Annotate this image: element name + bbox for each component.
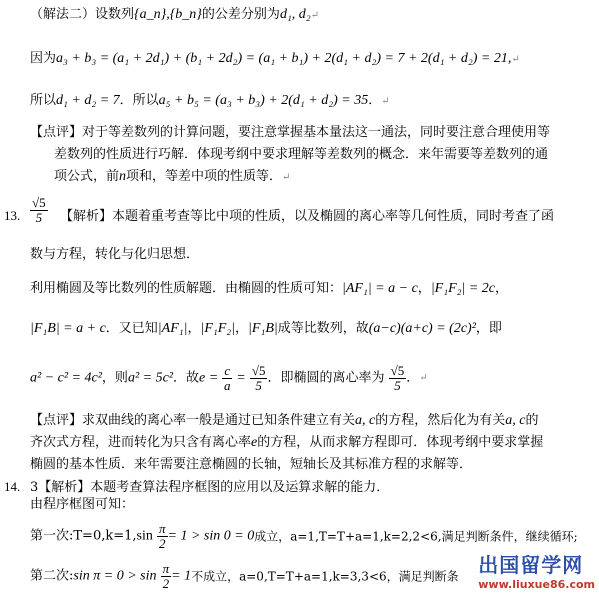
q13-text: 【解析】本题着重考查等比中项的性质，以及椭圆的离心率等几何性质，同时考查了函 xyxy=(60,209,555,224)
comment1-line1: 【点评】对于等差数列的计算问题，要注意掌握基本量法这一通法，同时要注意合理使用等 xyxy=(30,125,551,140)
comment1-line2: 差数列的性质进行巧解．体现考纲中要求理解等差数列的概念．来年需要等差数列的通 xyxy=(54,147,549,162)
comment2-2a: 齐次式方程，进而转化为只含有离心率 xyxy=(30,435,252,450)
comment1-line3a: 项公式，前 xyxy=(54,169,120,184)
comment2-line3: 椭圆的基本性质．来年需要注意椭圆的长轴，短轴长及其标准方程的求解等． xyxy=(30,457,473,472)
comment1-line3: 项公式，前n项和，等差中项的性质等．↵ xyxy=(54,169,291,184)
watermark-logo xyxy=(478,549,595,591)
q13-af1-2: |AF₁| xyxy=(157,321,188,336)
q14-second-math: sin π = 0 > sin xyxy=(73,568,157,584)
comment2-ac2: a, c xyxy=(505,413,526,428)
q13-eq2: a² − c² = 4c² xyxy=(30,370,102,386)
eq2-end: ． xyxy=(368,93,382,108)
difference-vars: d₁, d₂ xyxy=(279,7,311,22)
q13-answer-r5: √5 xyxy=(390,363,405,378)
q13-af1: |AF₁| = a − c xyxy=(342,281,418,296)
question-14-number: 14. xyxy=(4,479,21,494)
solution2-header-text: （解法二）设数列 xyxy=(30,7,135,22)
q13-line5-t3: ．即椭圆的离心率为 xyxy=(267,370,385,386)
comment2-line2 xyxy=(30,434,543,452)
q14-first xyxy=(30,522,578,551)
q14-second-math2: = 1 xyxy=(171,568,192,584)
equation-2b: a₅ + b₅ = (a₃ + b₃) + 2(d₁ + d₂) = 35 xyxy=(158,93,369,108)
eq1-lead: 因为 xyxy=(30,51,57,66)
q13-f1f2: |F₁F₂| = 2c xyxy=(430,281,496,296)
sequence-names: {a_n},{b_n} xyxy=(134,7,202,22)
eq2-lead: 所以 xyxy=(30,93,57,108)
comment2-e: e xyxy=(251,435,258,450)
q13-line4-t2: 成等比数列，故 xyxy=(277,321,369,336)
equation-line-1: 因为a₃ + b₃ = (a₁ + 2d₁) + (b₁ + 2d₂) = (a₁ + b₁) + 2(d₁ + d₂) = 7 + 2(d₁ + d₂) = 21,↵ xyxy=(30,51,520,66)
watermark-url: www.liuxue86.com xyxy=(478,578,595,591)
q13-answer-numerator: √5 xyxy=(32,195,46,210)
solution2-header-tail: 的公差分别为 xyxy=(201,7,280,22)
equation-1: a₃ + b₃ = (a₁ + 2d₁) + (b₁ + 2d₂) = (a₁ + b₁) + 2(d₁ + d₂) = 7 + 2(d₁ + d₂) = 21, xyxy=(56,51,512,66)
solution2-header: （解法二）设数列{a_n},{b_n}的公差分别为d₁, d₂↵ xyxy=(30,7,320,22)
comment1-line3b: 项和，等差中项的性质等． xyxy=(126,169,283,184)
question-13-number: 13. xyxy=(4,208,21,223)
q13-line4: |F₁B| = a + c．又已知|AF₁|，|F₁F₂|，|F₁B|成等比数列，故(a−c)(a+c) = (2c)²，即 xyxy=(30,321,502,336)
q13-line3-text: 利用椭圆及等比数列的性质解题．由椭圆的性质可知： xyxy=(30,281,343,296)
q14-first-lead: 第一次:T=0,k=1, xyxy=(30,528,137,544)
q14-pi-2: π xyxy=(162,561,170,576)
comment2-1c: 的 xyxy=(525,413,539,428)
comment2-1a: 【点评】求双曲线的离心率一般是通过已知条件建立有关 xyxy=(30,413,356,428)
q14-two: 2 xyxy=(159,536,166,551)
comment1-n: n xyxy=(119,169,127,184)
q14-second xyxy=(30,562,459,591)
q13-eq: (a−c)(a+c) = (2c)² xyxy=(368,321,476,336)
q13-f1b: |F₁B| = a + c xyxy=(30,321,106,336)
q13-frac-5: 5 xyxy=(255,378,262,393)
eq2-mid: ．所以 xyxy=(119,93,159,108)
q14-second-tail: 不成立，a=0,T=T+a=1,k=3,3<6，满足判断条 xyxy=(191,569,459,584)
comment2-line1 xyxy=(30,412,538,430)
q13-e: e = xyxy=(199,370,219,386)
q13-line5-t2: ．故 xyxy=(173,370,200,386)
q13-f1b-2: |F₁B| xyxy=(248,321,278,336)
q14-two-2: 2 xyxy=(162,576,170,591)
q14-text: 3【解析】本题考查算法程序框图的应用以及运算求解的能力． xyxy=(30,480,390,495)
comment2-ac1: a, c xyxy=(355,413,376,428)
comment2-1b: 的方程，然后化为有关 xyxy=(375,413,506,428)
q13-answer-5: 5 xyxy=(394,378,401,393)
q13-frac-c: c xyxy=(224,363,231,378)
q14-first-math: = 1 > sin 0 = 0 xyxy=(167,528,255,544)
q14-line2: 由程序框图可知： xyxy=(30,497,135,512)
q13-line5-t1: ，则 xyxy=(101,370,128,386)
q13-answer-fraction xyxy=(30,196,48,225)
equation-2a: d₁ + d₂ = 7 xyxy=(56,93,120,108)
q13-f1f2-2: |F₁F₂| xyxy=(200,321,236,336)
watermark-title: 出国留学网 xyxy=(478,553,584,577)
comment2-2b: 的方程，从而求解方程即可．体现考纲中要求掌握 xyxy=(257,435,544,450)
q13-line3: 利用椭圆及等比数列的性质解题．由椭圆的性质可知：|AF₁| = a − c，|F₁F₂| = 2c， xyxy=(30,281,509,296)
q14-second-lead: 第二次: xyxy=(30,568,74,584)
q13-line2: 数与方程，转化与化归思想． xyxy=(30,247,200,262)
q13-frac-a: a xyxy=(223,378,231,393)
q14-sin: sin xyxy=(136,528,153,544)
q13-line4-t1: ．又已知 xyxy=(105,321,158,336)
q13-answer-denominator: 5 xyxy=(35,210,43,225)
q14-first-tail: 成立，a=1,T=T+a=1,k=2,2<6,满足判断条件，继续循环; xyxy=(254,529,578,544)
q13-line4-t3: ，即 xyxy=(475,321,502,336)
q14-pi: π xyxy=(159,521,166,536)
q13-eq3: a² = 5c² xyxy=(127,370,173,386)
q13-frac-r5: √5 xyxy=(251,363,266,378)
q13-line5: a² − c² = 4c²，则a² = 5c²．故e = $\frac{c}{a}$ = $\frac{√5}{5}$ ．即椭圆的离心率为 $\frac{√5}{5}$ ．↵ xyxy=(30,363,428,393)
equation-line-2: 所以d₁ + d₂ = 7．所以a₅ + b₅ = (a₃ + b₃) + 2(d₁ + d₂) = 35．↵ xyxy=(30,93,390,108)
